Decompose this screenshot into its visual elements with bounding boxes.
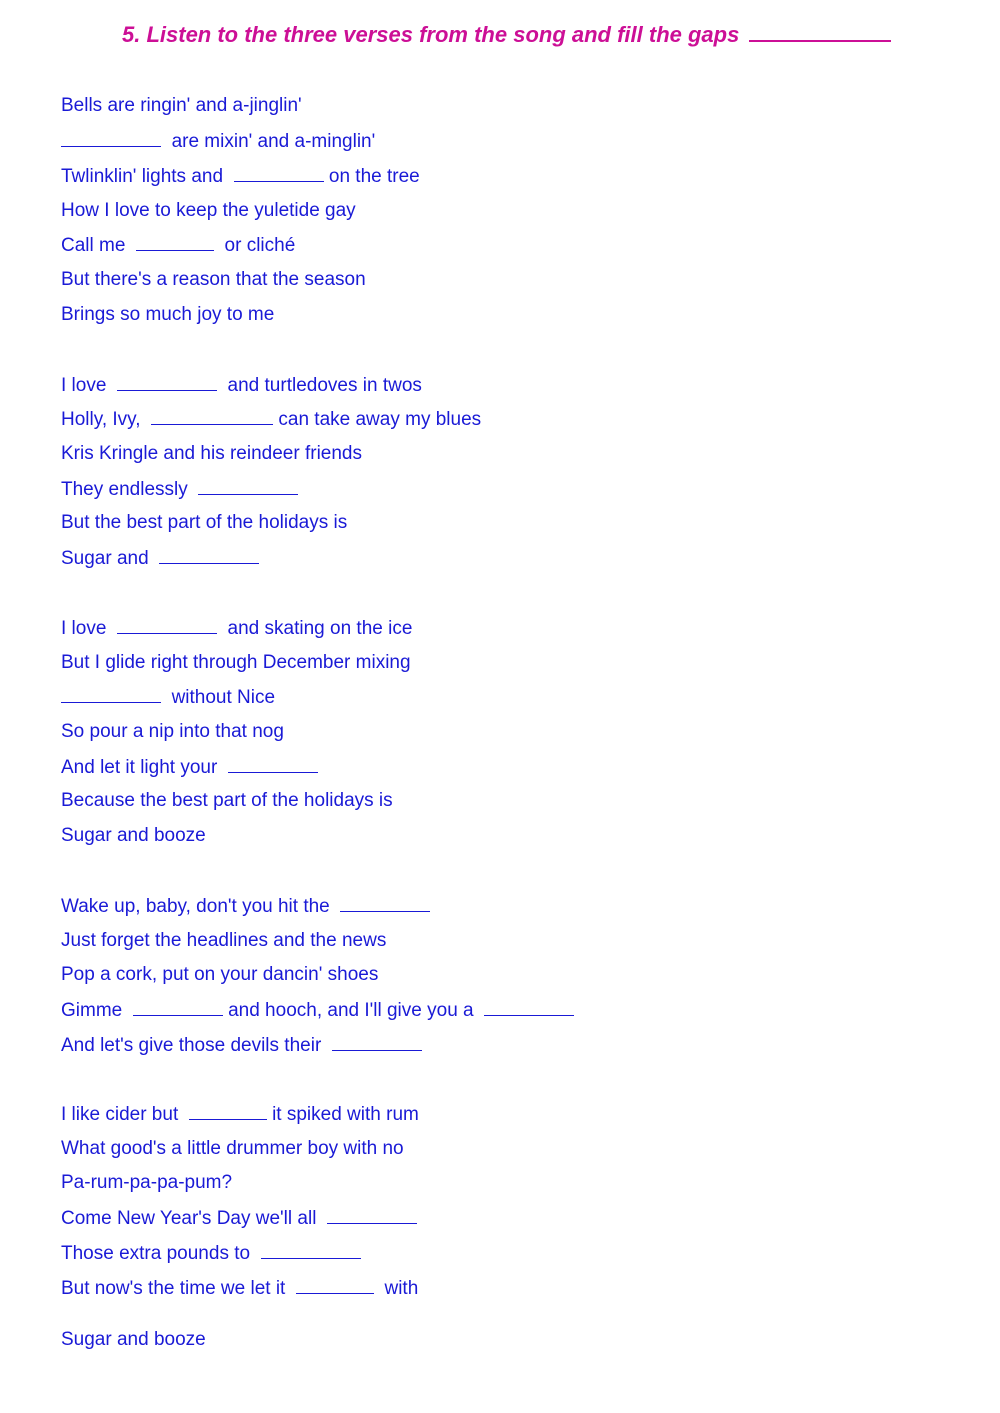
lyric-text: But there's a reason that the season — [61, 269, 366, 290]
lyric-text: But the best part of the holidays is — [61, 512, 348, 533]
lyric-text: Pa-rum-pa-pa-pum? — [61, 1172, 233, 1193]
lyric-text: What good's a little drummer boy with no — [61, 1138, 404, 1159]
lyric-line — [61, 1241, 361, 1266]
answer-blank[interactable] — [117, 373, 217, 391]
lyric-text: Sugar and booze — [61, 825, 206, 846]
lyric-line — [61, 373, 422, 398]
title-answer-gap[interactable] — [749, 38, 891, 42]
lyric-text: I love — [61, 618, 107, 639]
lyric-line — [61, 546, 259, 571]
answer-blank[interactable] — [261, 1241, 361, 1259]
lyric-text: it spiked with rum — [272, 1104, 419, 1125]
lyric-text: Wake up, baby, don't you hit the — [61, 896, 330, 917]
lyric-line — [61, 651, 411, 675]
lyric-text: And let it light your — [61, 757, 218, 778]
lyric-line — [61, 755, 318, 780]
answer-blank[interactable] — [159, 546, 259, 564]
lyric-text: But I glide right through December mixing — [61, 652, 411, 673]
lyric-text: without Nice — [171, 687, 276, 708]
lyric-text: Holly, Ivy, — [61, 409, 141, 430]
answer-blank[interactable] — [61, 685, 161, 703]
lyric-line — [61, 1137, 404, 1161]
lyric-line — [61, 998, 574, 1023]
exercise-title-text: 5. Listen to the three verses from the song and fill the gaps — [122, 22, 740, 47]
lyric-line — [61, 268, 366, 292]
answer-blank[interactable] — [151, 407, 273, 425]
lyric-text: I like cider but — [61, 1104, 179, 1125]
lyric-text: Sugar and booze — [61, 1329, 206, 1350]
lyric-line — [61, 477, 298, 502]
lyric-line — [61, 789, 393, 813]
lyric-line — [61, 407, 481, 432]
lyric-line — [61, 129, 375, 154]
lyric-text: Those extra pounds to — [61, 1243, 251, 1264]
lyric-text: Gimme — [61, 1000, 123, 1021]
lyric-line — [61, 199, 356, 223]
lyric-line — [61, 94, 302, 118]
answer-blank[interactable] — [296, 1276, 374, 1294]
answer-blank[interactable] — [327, 1206, 417, 1224]
answer-blank[interactable] — [228, 755, 318, 773]
lyric-line — [61, 233, 295, 258]
lyric-text: Just forget the headlines and the news — [61, 930, 387, 951]
answer-blank[interactable] — [61, 129, 161, 147]
answer-blank[interactable] — [189, 1102, 267, 1120]
answer-blank[interactable] — [234, 164, 324, 182]
lyric-text: How I love to keep the yuletide gay — [61, 200, 356, 221]
answer-blank[interactable] — [198, 477, 298, 495]
answer-blank[interactable] — [136, 233, 214, 251]
lyric-text: They endlessly — [61, 479, 188, 500]
lyric-text: are mixin' and a-minglin' — [171, 131, 376, 152]
lyric-text: Call me — [61, 235, 126, 256]
lyric-text: Pop a cork, put on your dancin' shoes — [61, 964, 379, 985]
lyric-text: Because the best part of the holidays is — [61, 790, 393, 811]
lyric-text: But now's the time we let it — [61, 1278, 286, 1299]
lyric-line — [61, 894, 430, 919]
lyric-line — [61, 303, 274, 327]
lyric-text: with — [384, 1278, 419, 1299]
lyric-text: and skating on the ice — [227, 618, 413, 639]
answer-blank[interactable] — [133, 998, 223, 1016]
lyric-text: can take away my blues — [278, 409, 482, 430]
lyric-text: Kris Kringle and his reindeer friends — [61, 443, 362, 464]
lyric-line — [61, 616, 412, 641]
lyric-text: Twlinklin' lights and — [61, 166, 224, 187]
lyric-text: And let's give those devils their — [61, 1035, 322, 1056]
lyric-line — [61, 1171, 232, 1195]
answer-blank[interactable] — [340, 894, 430, 912]
lyric-line — [61, 824, 206, 848]
lyric-line — [61, 1102, 419, 1127]
lyric-line — [61, 963, 378, 987]
lyric-line — [61, 685, 275, 710]
answer-blank[interactable] — [117, 616, 217, 634]
lyric-text: or cliché — [224, 235, 296, 256]
lyric-text: on the tree — [328, 166, 420, 187]
answer-blank[interactable] — [332, 1033, 422, 1051]
lyric-line — [61, 1276, 418, 1301]
lyric-line — [61, 442, 362, 466]
lyric-text: Bells are ringin' and a-jinglin' — [61, 95, 302, 116]
lyric-text: Brings so much joy to me — [61, 304, 275, 325]
lyric-line — [61, 1206, 417, 1231]
lyric-line — [61, 720, 284, 744]
lyric-line — [61, 164, 420, 189]
lyric-line — [61, 929, 386, 953]
lyric-line — [61, 511, 347, 535]
answer-blank[interactable] — [484, 998, 574, 1016]
lyric-text: Sugar and — [61, 548, 149, 569]
lyric-text: and hooch, and I'll give you a — [228, 1000, 474, 1021]
lyric-text: So pour a nip into that nog — [61, 721, 284, 742]
lyric-text: and turtledoves in twos — [227, 375, 422, 396]
lyric-text: I love — [61, 375, 107, 396]
lyric-text: Come New Year's Day we'll all — [61, 1208, 317, 1229]
exercise-title — [122, 22, 942, 48]
lyric-line — [61, 1033, 422, 1058]
lyric-line — [61, 1328, 206, 1352]
